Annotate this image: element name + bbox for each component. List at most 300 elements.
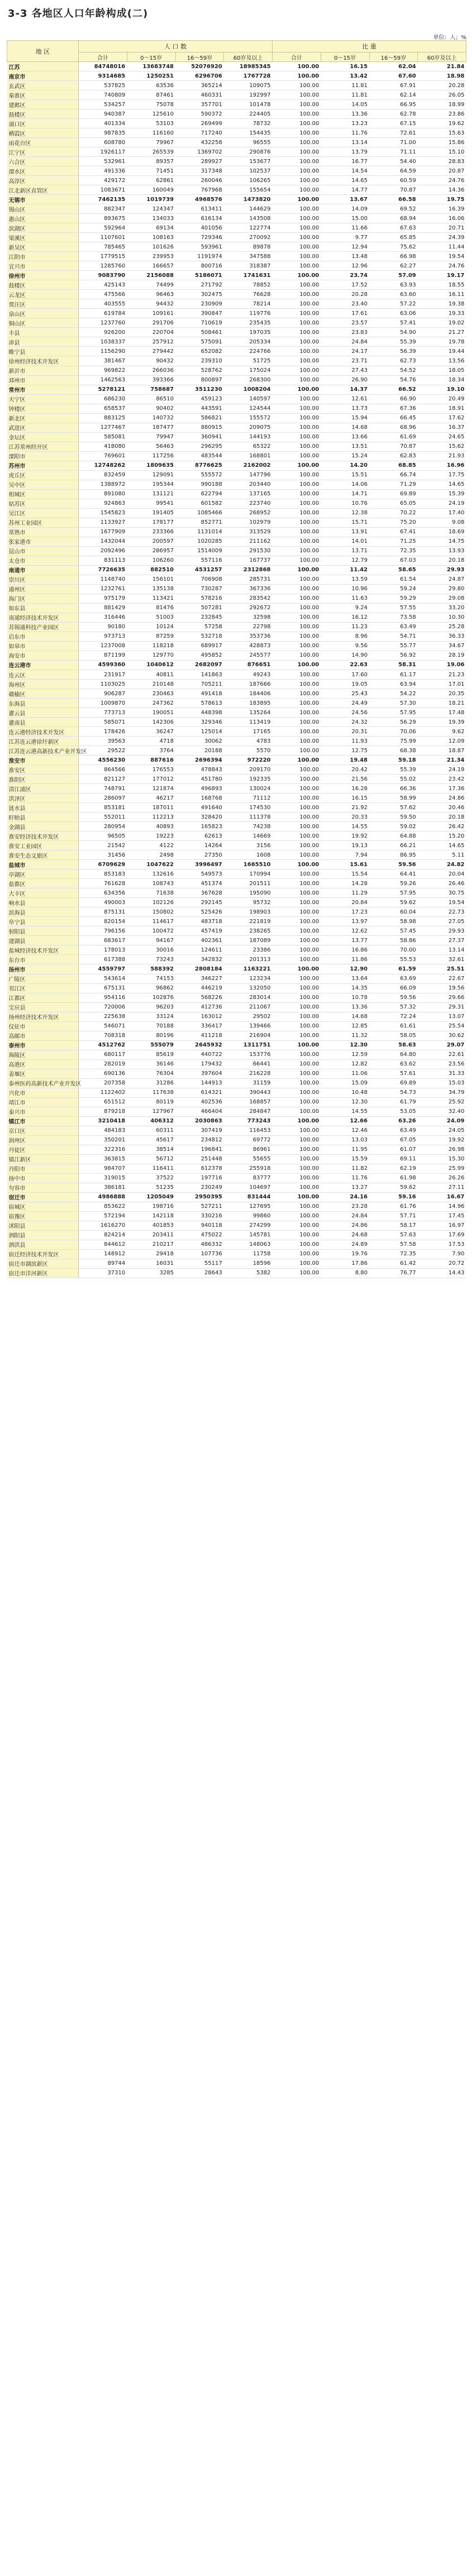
region-name: 淮阴区 (7, 775, 79, 784)
table-cell: 57258 (175, 622, 224, 632)
table-cell: 13.73 (321, 404, 369, 413)
table-cell: 592964 (79, 223, 127, 233)
table-row (7, 62, 466, 71)
table-cell: 322316 (79, 1145, 127, 1154)
region-name: 太仓市 (7, 556, 79, 565)
table-row (7, 1211, 466, 1221)
table-row (7, 936, 466, 945)
table-cell: 68.85 (369, 461, 418, 470)
table-cell: 1008204 (224, 385, 273, 394)
region-name: 宿迁市湖滨新区 (7, 1259, 79, 1268)
region-name: 泉山区 (7, 309, 79, 318)
table-cell: 767968 (175, 185, 224, 195)
table-cell: 101626 (127, 242, 175, 252)
table-cell: 22.63 (321, 660, 369, 670)
table-cell: 24.84 (321, 1211, 369, 1221)
table-cell: 2156088 (127, 271, 175, 280)
table-cell: 508461 (175, 328, 224, 337)
table-cell: 1809635 (127, 461, 175, 470)
table-cell: 100.00 (273, 147, 321, 157)
table-cell: 60.04 (369, 907, 418, 917)
table-cell: 108743 (127, 879, 175, 888)
table-row (7, 299, 466, 309)
table-cell: 71.25 (369, 537, 418, 546)
table-cell: 34.79 (418, 1088, 466, 1097)
table-cell: 13.59 (321, 575, 369, 584)
table-cell: 19223 (127, 831, 175, 841)
table-row (7, 271, 466, 280)
table-cell: 100.00 (273, 356, 321, 366)
table-cell: 14.68 (321, 1012, 369, 1021)
region-name: 高港区 (7, 1059, 79, 1069)
table-cell: 1616270 (79, 1221, 127, 1230)
table-cell: 121874 (127, 784, 175, 794)
table-cell: 1122402 (79, 1088, 127, 1097)
table-cell: 13.93 (418, 546, 466, 556)
table-cell: 292672 (224, 603, 273, 613)
table-row (7, 109, 466, 119)
table-cell: 397604 (175, 1069, 224, 1078)
table-cell: 17.36 (418, 784, 466, 794)
table-cell: 386181 (79, 1183, 127, 1192)
table-cell: 24.19 (418, 499, 466, 508)
region-name: 邳州市 (7, 375, 79, 385)
table-cell: 96862 (127, 983, 175, 993)
table-cell: 100.00 (273, 1021, 321, 1031)
table-cell: 46217 (127, 794, 175, 803)
table-cell: 22.61 (418, 1050, 466, 1059)
table-row (7, 147, 466, 157)
table-cell: 220704 (127, 328, 175, 337)
table-cell: 203411 (127, 1230, 175, 1240)
table-cell: 14.54 (321, 166, 369, 176)
table-cell: 720006 (79, 1002, 127, 1012)
region-name: 涟水县 (7, 803, 79, 813)
region-name: 贾汪区 (7, 299, 79, 309)
table-cell: 67.63 (369, 223, 418, 233)
table-cell: 30062 (175, 737, 224, 746)
table-cell: 260046 (175, 176, 224, 185)
table-cell: 224405 (224, 109, 273, 119)
table-cell: 66.36 (369, 784, 418, 794)
table-cell: 69134 (127, 223, 175, 233)
table-cell: 100.00 (273, 461, 321, 470)
table-cell: 1156290 (79, 347, 127, 356)
table-cell: 11.76 (321, 128, 369, 138)
table-cell: 118218 (127, 641, 175, 651)
table-cell: 20188 (175, 746, 224, 756)
table-cell: 209075 (224, 423, 273, 432)
table-cell: 57.58 (369, 1240, 418, 1249)
region-name: 镇江新区 (7, 1154, 79, 1164)
table-cell: 11.06 (321, 1069, 369, 1078)
table-row (7, 214, 466, 223)
table-cell: 18.99 (418, 100, 466, 109)
table-row (7, 1031, 466, 1040)
table-cell: 24.05 (418, 1126, 466, 1135)
region-name: 泗阳县 (7, 1230, 79, 1240)
table-cell: 106260 (127, 556, 175, 565)
table-row (7, 328, 466, 337)
table-cell: 820154 (79, 917, 127, 926)
table-cell: 401853 (127, 1221, 175, 1230)
table-cell: 617388 (79, 955, 127, 964)
table-cell: 100.00 (273, 1126, 321, 1135)
table-cell: 14.06 (321, 480, 369, 489)
table-cell: 203440 (224, 480, 273, 489)
table-cell: 26.26 (418, 1173, 466, 1183)
table-cell: 59.18 (369, 756, 418, 765)
table-cell: 58.31 (369, 660, 418, 670)
table-cell: 14.09 (321, 204, 369, 214)
table-cell: 100.00 (273, 1078, 321, 1088)
table-cell: 61.76 (369, 1202, 418, 1211)
table-cell: 85619 (127, 1050, 175, 1059)
table-cell: 192335 (224, 775, 273, 784)
table-cell: 100.00 (273, 81, 321, 90)
table-cell: 100.00 (273, 214, 321, 223)
table-cell: 29.93 (418, 926, 466, 936)
table-cell: 316446 (79, 613, 127, 622)
table-cell: 62.78 (369, 109, 418, 119)
table-cell: 11.81 (321, 90, 369, 100)
region-name: 响水县 (7, 898, 79, 907)
table-cell: 100.00 (273, 1059, 321, 1069)
table-row (7, 756, 466, 765)
table-cell: 291706 (127, 318, 175, 328)
table-cell: 90180 (79, 622, 127, 632)
table-cell: 57.63 (369, 1230, 418, 1240)
table-cell: 100.00 (273, 233, 321, 242)
table-row (7, 223, 466, 233)
table-cell: 614321 (175, 1088, 224, 1097)
table-cell: 24.84 (321, 337, 369, 347)
table-cell: 20.33 (321, 813, 369, 822)
table-cell: 100.00 (273, 926, 321, 936)
table-cell: 1277467 (79, 423, 127, 432)
table-cell: 4122 (127, 841, 175, 850)
table-cell: 769601 (79, 451, 127, 461)
table-cell: 100.00 (273, 261, 321, 271)
table-cell: 55.77 (369, 641, 418, 651)
table-cell: 14.71 (321, 489, 369, 499)
table-cell: 11.82 (321, 1164, 369, 1173)
table-cell: 717240 (175, 128, 224, 138)
region-name: 清江浦区 (7, 784, 79, 794)
table-cell: 14.28 (321, 879, 369, 888)
table-row (7, 613, 466, 622)
table-cell: 853622 (79, 1202, 127, 1211)
table-cell: 51725 (224, 356, 273, 366)
table-cell: 19.33 (418, 309, 466, 318)
table-cell: 19.39 (418, 718, 466, 727)
table-row (7, 470, 466, 480)
region-name: 昆山市 (7, 546, 79, 556)
table-cell: 90402 (127, 404, 175, 413)
table-cell: 328420 (175, 813, 224, 822)
table-cell: 100.00 (273, 955, 321, 964)
table-cell: 100.00 (273, 1050, 321, 1059)
table-cell: 143508 (224, 214, 273, 223)
table-cell: 12.62 (321, 926, 369, 936)
table-cell: 832459 (79, 470, 127, 480)
table-cell: 100.00 (273, 556, 321, 565)
table-body (7, 62, 466, 1278)
table-row (7, 1078, 466, 1088)
table-cell: 11.66 (321, 223, 369, 233)
region-name: 滨湖区 (7, 223, 79, 233)
table-cell: 785465 (79, 242, 127, 252)
table-cell: 100.00 (273, 204, 321, 214)
table-cell: 367336 (224, 584, 273, 594)
table-cell: 5278121 (79, 385, 127, 394)
region-name: 淮安经济技术开发区 (7, 831, 79, 841)
table-cell: 137165 (224, 489, 273, 499)
table-cell: 57.32 (369, 1002, 418, 1012)
table-cell: 20.18 (418, 556, 466, 565)
table-cell: 330216 (175, 1211, 224, 1221)
region-name: 扬州经济技术开发区 (7, 1012, 79, 1021)
table-cell: 26.05 (418, 90, 466, 100)
table-cell: 86.95 (369, 850, 418, 860)
table-cell: 163012 (175, 1012, 224, 1021)
table-cell: 425143 (79, 280, 127, 290)
table-cell: 100.00 (273, 1107, 321, 1116)
table-cell: 100.00 (273, 309, 321, 318)
table-cell: 18985345 (224, 62, 273, 71)
table-cell: 100.00 (273, 660, 321, 670)
table-cell: 1232761 (79, 584, 127, 594)
table-cell: 27.43 (321, 366, 369, 375)
table-row (7, 907, 466, 917)
table-cell: 586821 (175, 413, 224, 423)
region-name: 东台市 (7, 955, 79, 964)
table-cell: 13.07 (418, 1012, 466, 1021)
table-cell: 357701 (175, 100, 224, 109)
table-cell: 29.93 (418, 565, 466, 575)
table-cell: 30.62 (418, 1031, 466, 1040)
table-cell: 17.75 (418, 470, 466, 480)
table-cell: 14.20 (321, 461, 369, 470)
table-cell: 20.71 (418, 223, 466, 233)
table-cell: 689917 (175, 641, 224, 651)
table-cell: 9.62 (418, 727, 466, 737)
region-name: 鼓楼区 (7, 280, 79, 290)
table-row (7, 1183, 466, 1192)
table-cell: 269499 (175, 119, 224, 128)
table-cell: 100.00 (273, 907, 321, 917)
table-cell: 55.39 (369, 337, 418, 347)
table-cell: 36247 (127, 727, 175, 737)
table-cell: 73243 (127, 955, 175, 964)
table-cell: 990188 (175, 480, 224, 489)
table-row (7, 699, 466, 708)
table-cell: 100.00 (273, 1031, 321, 1040)
table-cell: 12.09 (418, 737, 466, 746)
table-row (7, 537, 466, 546)
table-row (7, 423, 466, 432)
table-cell: 16.28 (321, 784, 369, 794)
table-cell: 537825 (79, 81, 127, 90)
table-cell: 155654 (224, 185, 273, 195)
table-cell: 76304 (127, 1069, 175, 1078)
table-row (7, 546, 466, 556)
region-name: 高淳区 (7, 176, 79, 185)
table-cell: 100.00 (273, 860, 321, 869)
table-cell: 20.49 (418, 394, 466, 404)
table-cell: 578216 (175, 594, 224, 603)
table-cell: 622794 (175, 489, 224, 499)
table-cell: 124347 (127, 204, 175, 214)
table-row (7, 128, 466, 138)
table-cell: 17.61 (321, 309, 369, 318)
table-cell: 10.30 (418, 613, 466, 622)
table-cell: 131121 (127, 489, 175, 499)
table-cell: 1148740 (79, 575, 127, 584)
table-cell: 54.22 (369, 689, 418, 699)
table-cell: 40893 (127, 822, 175, 831)
table-cell: 16.37 (418, 423, 466, 432)
region-name: 宿迁经济技术开发区 (7, 1249, 79, 1259)
table-cell: 36146 (127, 1059, 175, 1069)
table-cell: 1009870 (79, 699, 127, 708)
table-cell: 381467 (79, 356, 127, 366)
table-row (7, 594, 466, 603)
table-cell: 100.00 (273, 413, 321, 423)
table-cell: 100.00 (273, 898, 321, 907)
table-cell: 67.03 (369, 556, 418, 565)
table-cell: 62.04 (369, 62, 418, 71)
table-cell: 30016 (127, 945, 175, 955)
table-cell: 221819 (224, 917, 273, 926)
table-cell: 16.15 (321, 794, 369, 803)
table-cell: 18.05 (418, 366, 466, 375)
table-cell: 89744 (79, 1259, 127, 1268)
table-cell: 24.86 (321, 1221, 369, 1230)
table-row (7, 945, 466, 955)
table-cell: 12.30 (321, 1097, 369, 1107)
table-cell: 148912 (79, 1249, 127, 1259)
table-cell: 1514009 (175, 546, 224, 556)
table-row (7, 166, 466, 176)
table-cell: 58.99 (369, 794, 418, 803)
table-cell: 7.94 (321, 850, 369, 860)
table-cell: 11758 (224, 1249, 273, 1259)
table-cell: 11.93 (321, 737, 369, 746)
table-cell: 59.56 (369, 860, 418, 869)
table-cell: 132616 (127, 869, 175, 879)
table-cell: 24.76 (418, 176, 466, 185)
table-cell: 428873 (224, 641, 273, 651)
table-cell: 891080 (79, 489, 127, 499)
table-row (7, 366, 466, 375)
table-cell: 21542 (79, 841, 127, 850)
table-cell: 31.33 (418, 1069, 466, 1078)
table-cell: 429172 (79, 176, 127, 185)
table-cell: 3285 (127, 1268, 175, 1278)
table-cell: 1432044 (79, 537, 127, 546)
table-cell: 13.71 (321, 546, 369, 556)
table-cell: 390443 (224, 1088, 273, 1097)
table-cell: 100.00 (273, 689, 321, 699)
table-cell: 14.35 (321, 983, 369, 993)
table-cell: 484183 (79, 1126, 127, 1135)
table-cell: 19.54 (418, 252, 466, 261)
table-cell: 13683748 (127, 62, 175, 71)
table-cell: 69772 (224, 1135, 273, 1145)
table-cell: 4986888 (79, 1192, 127, 1202)
table-row (7, 1259, 466, 1268)
table-cell: 154435 (224, 128, 273, 138)
table-row (7, 641, 466, 651)
table-cell: 123234 (224, 974, 273, 983)
table-cell: 125014 (175, 727, 224, 737)
table-cell: 67.15 (369, 119, 418, 128)
table-cell: 286097 (79, 794, 127, 803)
table-cell: 25.54 (418, 1021, 466, 1031)
table-cell: 495852 (175, 651, 224, 660)
table-cell: 187011 (127, 803, 175, 813)
table-cell: 25.43 (321, 689, 369, 699)
table-cell: 19.78 (418, 337, 466, 347)
table-cell: 475022 (175, 1230, 224, 1240)
table-cell: 27350 (175, 850, 224, 860)
table-cell: 831444 (224, 1192, 273, 1202)
table-cell: 14.75 (418, 537, 466, 546)
table-row (7, 794, 466, 803)
table-cell: 5570 (224, 746, 273, 756)
table-cell: 100.00 (273, 90, 321, 100)
region-name: 盐城市 (7, 860, 79, 869)
table-cell: 100.00 (273, 945, 321, 955)
region-name: 淮安工业园区 (7, 841, 79, 850)
table-cell: 66.95 (369, 100, 418, 109)
region-name: 盐都区 (7, 879, 79, 888)
table-cell: 1237008 (79, 641, 127, 651)
table-cell: 178426 (79, 727, 127, 737)
table-row (7, 670, 466, 680)
table-cell: 192997 (224, 90, 273, 100)
table-cell: 230249 (175, 1183, 224, 1192)
table-row (7, 775, 466, 784)
table-cell: 55.53 (369, 955, 418, 964)
table-cell: 360941 (175, 432, 224, 442)
table-cell: 13.42 (321, 71, 369, 81)
table-cell: 100472 (127, 926, 175, 936)
table-cell: 63.60 (369, 290, 418, 299)
table-cell: 62.19 (369, 1164, 418, 1173)
table-cell: 139466 (224, 1021, 273, 1031)
table-cell: 109075 (224, 81, 273, 90)
table-cell: 53103 (127, 119, 175, 128)
table-row (7, 280, 466, 290)
table-row (7, 356, 466, 366)
table-row (7, 100, 466, 109)
table-cell: 29418 (127, 1249, 175, 1259)
table-cell: 590372 (175, 109, 224, 119)
region-name: 新北区 (7, 413, 79, 423)
table-cell: 80119 (127, 1097, 175, 1107)
table-cell: 13.66 (321, 432, 369, 442)
table-row (7, 803, 466, 813)
table-cell: 99860 (224, 1211, 273, 1221)
table-cell: 844612 (79, 1240, 127, 1249)
table-cell: 57.62 (369, 803, 418, 813)
table-cell: 113419 (224, 718, 273, 727)
table-cell: 65322 (224, 442, 273, 451)
table-cell: 19.17 (418, 271, 466, 280)
table-cell: 490003 (79, 898, 127, 907)
